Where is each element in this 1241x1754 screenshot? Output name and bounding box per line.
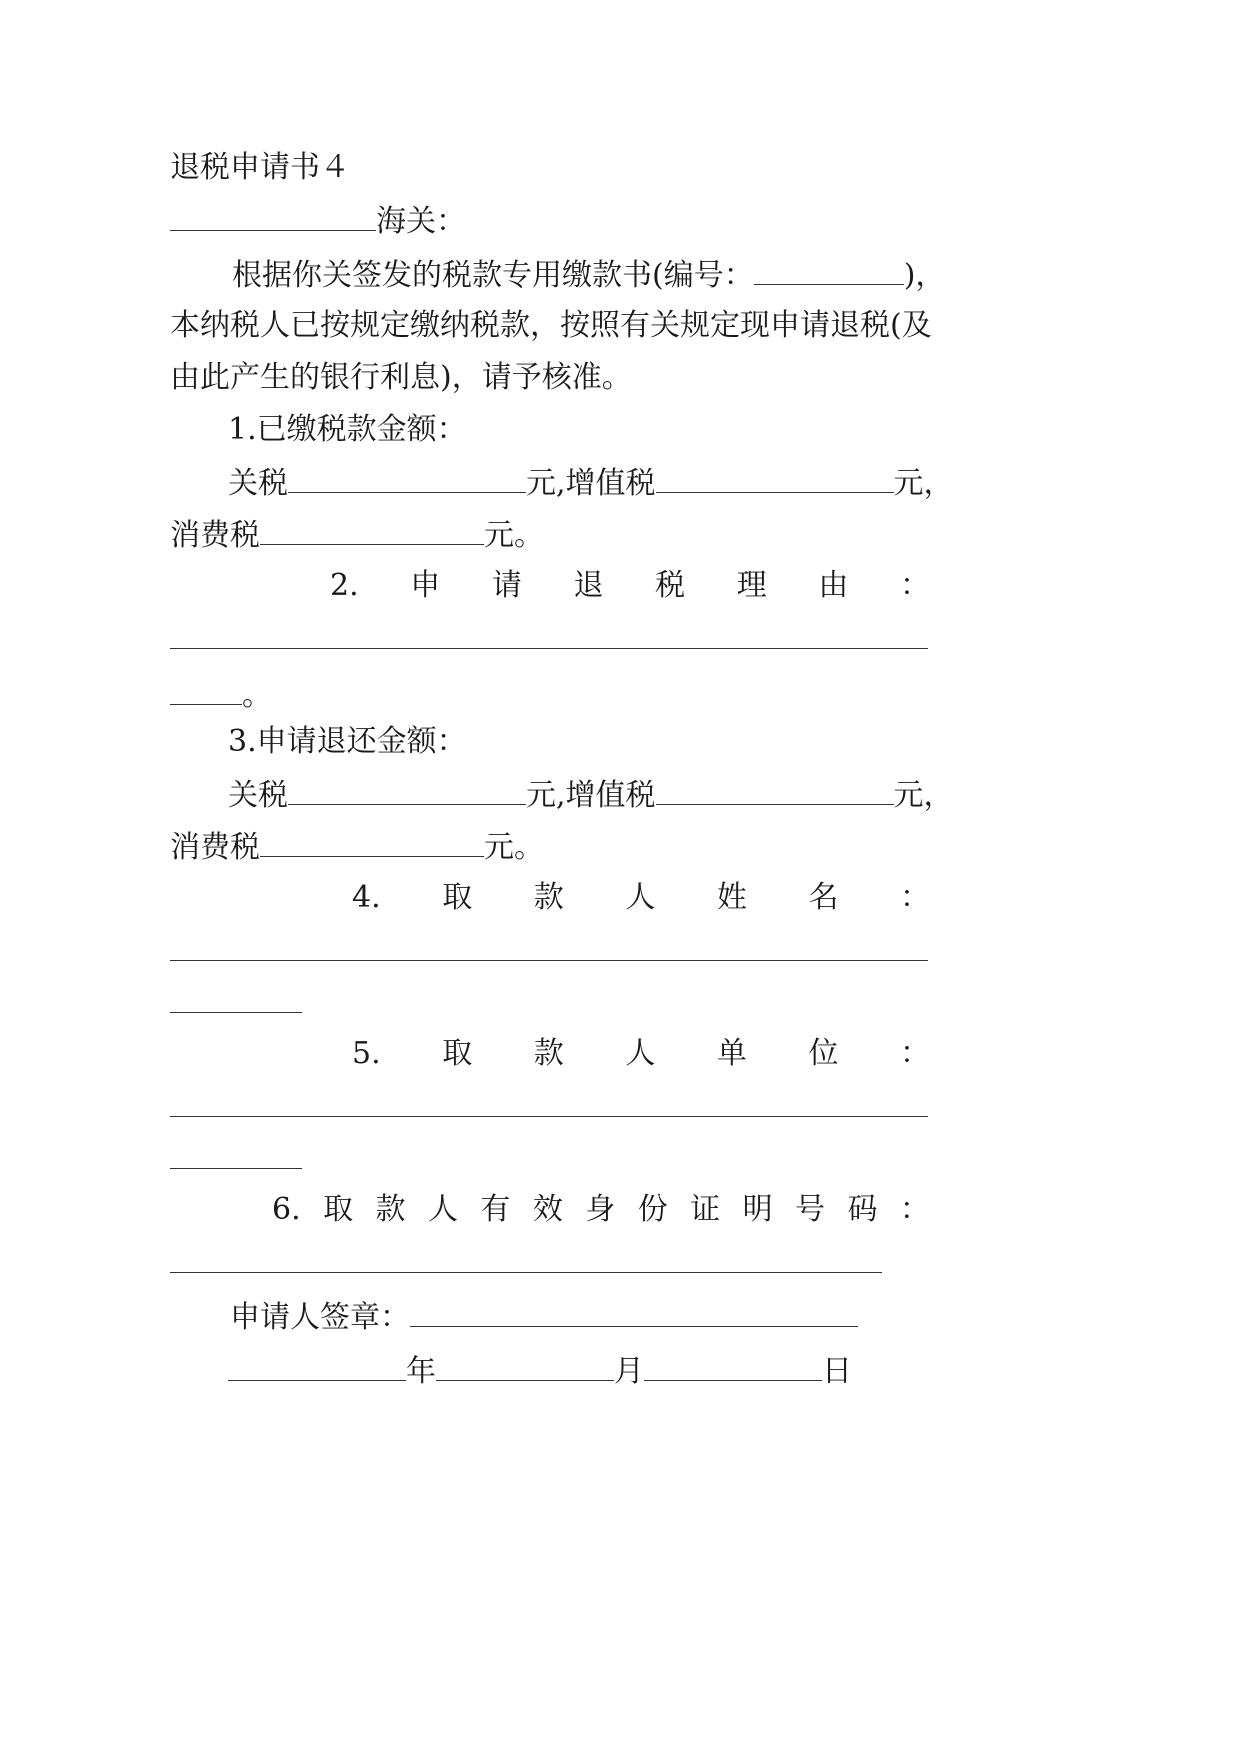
heading-char: 退 xyxy=(573,568,604,603)
vat-label: 增值税 xyxy=(565,778,656,813)
refund-reason-end-line xyxy=(170,674,272,716)
heading-char: ： xyxy=(900,568,930,603)
heading-char: 6. xyxy=(272,1192,301,1227)
heading-char: 号 xyxy=(795,1192,825,1227)
heading-char: 取 xyxy=(442,1036,473,1071)
heading-char: 人 xyxy=(625,1036,656,1071)
date-line xyxy=(228,1350,852,1392)
vat-label: 增值税 xyxy=(565,466,656,501)
heading-char: 申 xyxy=(410,568,441,603)
intro-line-3: 由此产生的银行利息)，请予核准。 xyxy=(170,360,632,395)
section3-heading: 3.申请退还金额： xyxy=(228,724,467,759)
heading-char: 份 xyxy=(637,1192,668,1227)
month-blank[interactable] xyxy=(436,1350,614,1381)
section1-consumption-line xyxy=(170,514,544,556)
document-title: 退税申请书４ xyxy=(170,150,350,185)
intro-line-1 xyxy=(232,254,945,296)
heading-char: 身 xyxy=(585,1192,616,1227)
payee-name-blank[interactable] xyxy=(170,960,928,961)
heading-char: ： xyxy=(900,1036,930,1071)
intro-text-1b: )， xyxy=(903,258,946,293)
signature-label: 申请人签章： xyxy=(230,1300,410,1335)
section2-heading xyxy=(330,566,930,606)
heading-char: 款 xyxy=(533,1036,564,1071)
customs-duty-label: 关税 xyxy=(228,466,288,501)
id-number-blank[interactable] xyxy=(170,1272,882,1273)
heading-char: 码 xyxy=(847,1192,878,1227)
heading-char: 4. xyxy=(352,880,381,915)
heading-char: 名 xyxy=(808,880,839,915)
heading-char: 效 xyxy=(532,1192,563,1227)
refund-consumption-tax-blank[interactable] xyxy=(260,826,484,857)
year-blank[interactable] xyxy=(228,1350,406,1381)
heading-char: 2. xyxy=(330,568,359,603)
refund-reason-blank-end[interactable] xyxy=(170,674,242,705)
intro-line-2: 本纳税人已按规定缴纳税款，按照有关规定现申请退税(及 xyxy=(170,308,932,343)
paid-customs-duty-blank[interactable] xyxy=(288,462,526,493)
yuan-unit: 元， xyxy=(893,778,954,813)
consumption-tax-label: 消费税 xyxy=(170,518,260,553)
yuan-unit: 元, xyxy=(526,778,566,813)
customs-duty-label: 关税 xyxy=(228,778,288,813)
paid-vat-blank[interactable] xyxy=(656,462,894,493)
heading-char: 款 xyxy=(375,1192,406,1227)
addressee-line xyxy=(170,200,466,242)
yuan-unit: 元。 xyxy=(484,518,544,553)
payee-unit-blank-end[interactable] xyxy=(170,1168,302,1169)
section3-consumption-line xyxy=(170,826,544,868)
section1-amount-line xyxy=(228,462,954,504)
heading-char: 请 xyxy=(491,568,522,603)
refund-vat-blank[interactable] xyxy=(656,774,894,805)
refund-customs-duty-blank[interactable] xyxy=(288,774,526,805)
heading-char: 由 xyxy=(818,568,849,603)
payee-unit-blank[interactable] xyxy=(170,1116,928,1117)
heading-char: ： xyxy=(900,880,930,915)
heading-char: 款 xyxy=(533,880,564,915)
heading-char: 姓 xyxy=(716,880,747,915)
yuan-unit: 元, xyxy=(526,466,566,501)
period: 。 xyxy=(242,678,272,713)
heading-char: 取 xyxy=(442,880,473,915)
intro-text-1a: 根据你关签发的税款专用缴款书(编号： xyxy=(232,258,754,293)
heading-char: 明 xyxy=(742,1192,773,1227)
customs-office-blank[interactable] xyxy=(170,200,376,231)
section5-heading xyxy=(352,1034,930,1074)
heading-char: 证 xyxy=(690,1192,721,1227)
signature-line xyxy=(230,1296,858,1338)
heading-char: 理 xyxy=(736,568,767,603)
heading-char: 人 xyxy=(625,880,656,915)
consumption-tax-label: 消费税 xyxy=(170,830,260,865)
refund-reason-blank[interactable] xyxy=(170,648,928,649)
year-label: 年 xyxy=(406,1354,436,1389)
yuan-unit: 元。 xyxy=(484,830,544,865)
day-label: 日 xyxy=(822,1354,852,1389)
paid-consumption-tax-blank[interactable] xyxy=(260,514,484,545)
yuan-unit: 元， xyxy=(893,466,954,501)
heading-char: 5. xyxy=(352,1036,381,1071)
heading-char: 单 xyxy=(716,1036,747,1071)
heading-char: ： xyxy=(899,1192,930,1227)
payment-number-blank[interactable] xyxy=(754,254,904,285)
addressee-label: 海关： xyxy=(376,204,466,239)
heading-char: 位 xyxy=(808,1036,839,1071)
section1-heading: 1.已缴税款金额： xyxy=(228,412,467,447)
section3-amount-line xyxy=(228,774,954,816)
month-label: 月 xyxy=(614,1354,644,1389)
payee-name-blank-end[interactable] xyxy=(170,1012,302,1013)
heading-char: 有 xyxy=(480,1192,511,1227)
signature-blank[interactable] xyxy=(410,1296,858,1327)
day-blank[interactable] xyxy=(644,1350,822,1381)
heading-char: 人 xyxy=(427,1192,458,1227)
section4-heading xyxy=(352,878,930,918)
heading-char: 取 xyxy=(323,1192,354,1227)
heading-char: 税 xyxy=(655,568,686,603)
section6-heading xyxy=(272,1190,930,1230)
